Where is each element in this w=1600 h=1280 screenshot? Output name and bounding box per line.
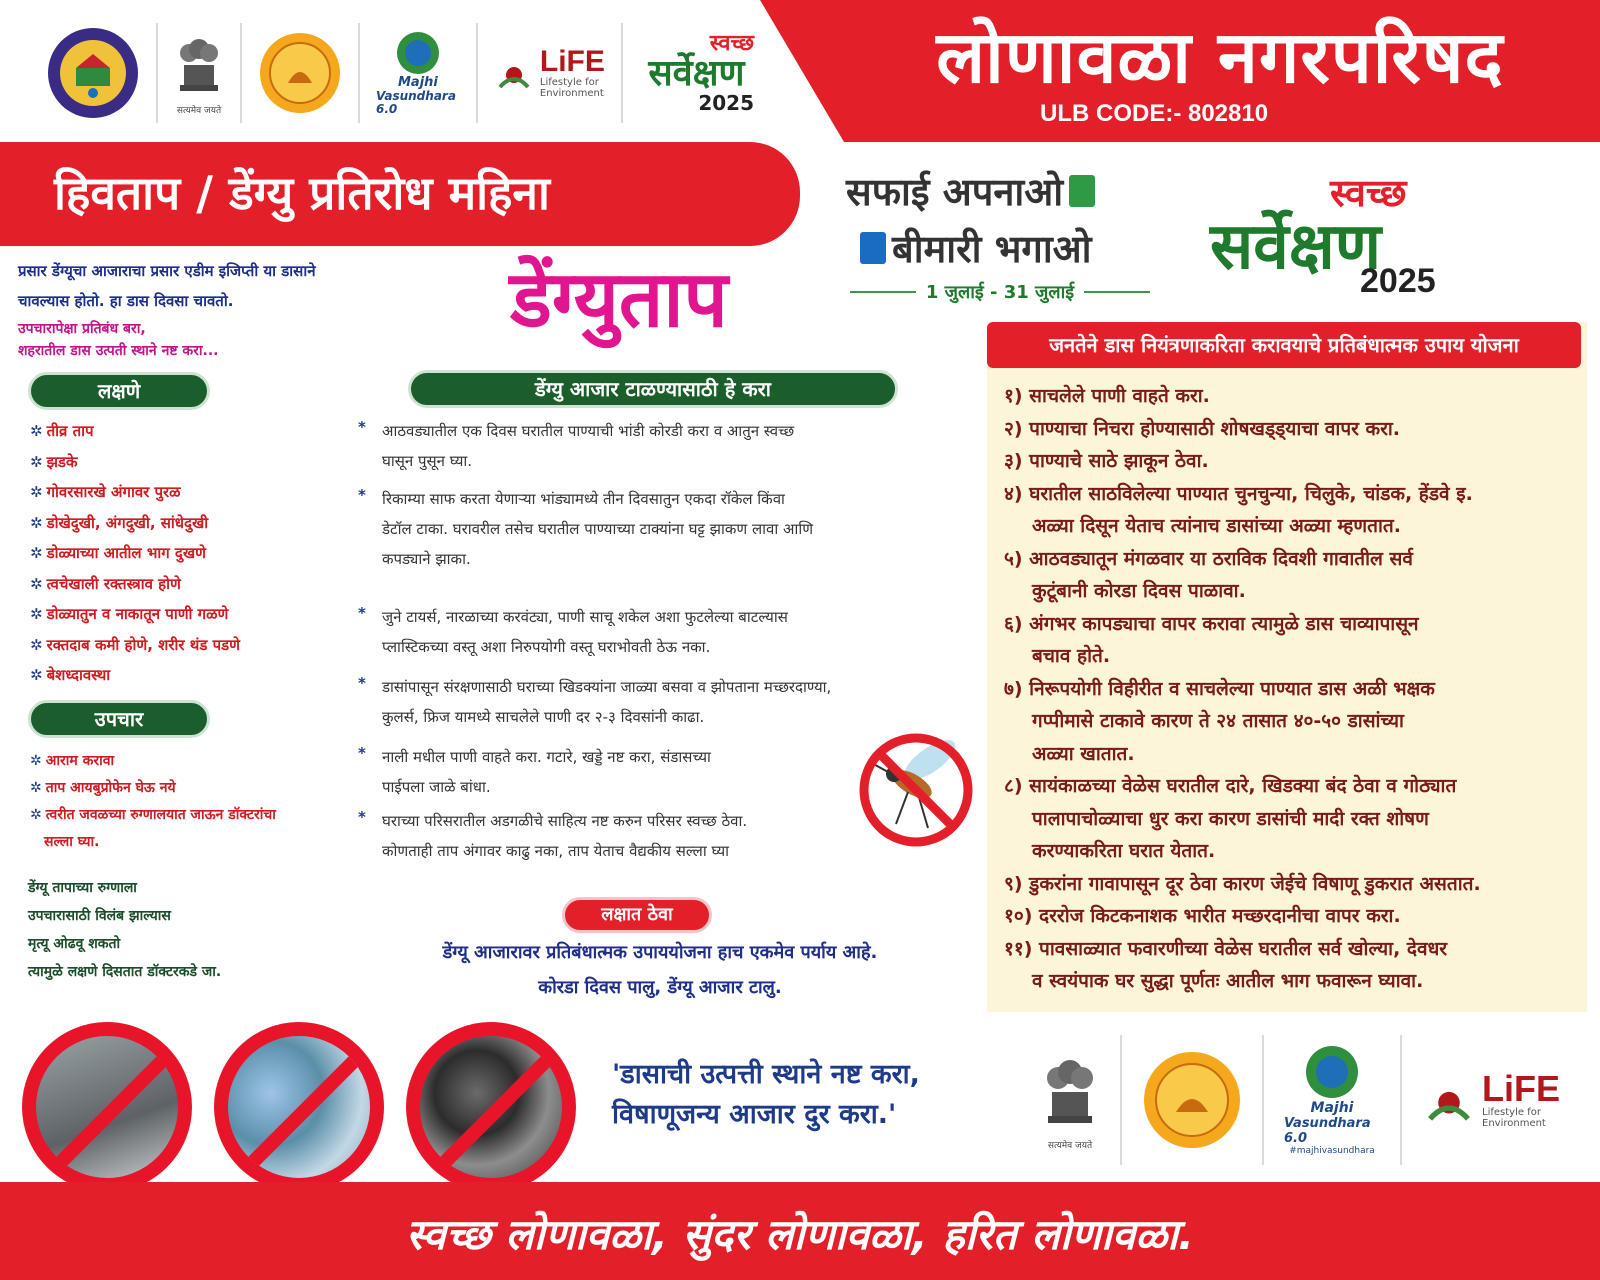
top-logo-row: [30, 18, 770, 128]
prevent-line2: शहरातील डास उत्पती स्थाने नष्ट करा...: [18, 343, 219, 359]
do-heading: डेंग्यु आजार टाळण्यासाठी हे करा: [408, 370, 898, 408]
list-item: ✲ डोळ्याच्या आतील भाग दुखणे: [30, 544, 207, 562]
life-logo: [1402, 1035, 1580, 1165]
asterisk-icon: *: [358, 418, 366, 436]
asterisk-icon: ✲: [30, 753, 42, 769]
late-line: त्यामुळे लक्षणे दिसतात डॉक्टरकडे जा.: [28, 964, 222, 980]
list-item: ✲ आराम करावा: [30, 753, 115, 769]
divider: [1084, 291, 1150, 293]
asterisk-icon: ✲: [30, 574, 43, 593]
list-item: ✲ तीव्र ताप: [30, 422, 94, 440]
treatment-heading: उपचार: [28, 700, 210, 738]
life-sun-icon: [1422, 1073, 1476, 1127]
divider: [850, 291, 916, 293]
header-title: लोणावळा नगरपरिषद: [936, 15, 1504, 99]
asterisk-icon: ✲: [30, 483, 43, 501]
list-item: ✲ त्वचेखाली रक्तस्त्राव होणे: [30, 574, 181, 593]
prevent-line1: उपचारापेक्षा प्रतिबंध बरा,: [18, 321, 146, 337]
dengue-title: डेंग्युताप: [510, 255, 728, 345]
asterisk-icon: *: [358, 744, 366, 762]
list-item: * घराच्या परिसरातील अडगळीचे साहित्य नष्ट करुन परिसर स्वच्छ ठेवा. कोणताही ताप अंगावर काढु नका, ताप येताच वैद्यकीय सल्ला घ्या: [358, 806, 958, 866]
no-old-tyres-image: [406, 1022, 576, 1192]
slogan-line1: [846, 165, 1095, 217]
measures-heading: जनतेने डास नियंत्रणाकरिता करावयाचे प्रतिबंधात्मक उपाय योजना: [987, 322, 1581, 368]
list-item: ✲ गोवरसारखे अंगावर पुरळ: [30, 483, 181, 501]
list-item: ✲ ताप आयबुप्रोफेन घेऊ नये: [30, 780, 176, 796]
remember-line1: डेंग्यू आजारावर प्रतिबंधात्मक उपाययोजना हाच एकमेव पर्याय आहे.: [442, 942, 878, 963]
list-item: १०) दररोज किटकनाशक भारीत मच्छरदानीचा वापर करा.: [1004, 905, 1401, 927]
ss-big-mid: सर्वेक्षण: [1210, 210, 1382, 284]
vasundhara-title: Majhi: [398, 75, 438, 90]
list-item: * रिकाम्या साफ करता येणाऱ्या भांड्यामध्ये तीन दिवसातुन एकदा रॉकेल किंवा डेटॉल टाका. घरावरील तसेच घरातील पाण्याच्या टाक्यांना घट्ट झाकण लावा आणि कपड्याने झाका.: [358, 484, 958, 574]
ss-big-year: 2025: [1360, 262, 1436, 300]
vasundhara-version: Vasundhara 6.0: [1284, 1116, 1371, 1146]
asterisk-icon: ✲: [30, 635, 43, 654]
footer-slogan: स्वच्छ लोणावळा, सुंदर लोणावळा, हरित लोणावळा.: [406, 1210, 1194, 1259]
ulb-code: ULB CODE:- 802810: [1040, 100, 1269, 127]
symptoms-list: [30, 416, 360, 691]
life-logo: [478, 23, 623, 123]
late-treatment-warning: [28, 874, 358, 986]
green-bin-icon: [1069, 175, 1095, 207]
asterisk-icon: ✲: [30, 605, 43, 623]
prohibited-slash: [424, 1031, 575, 1182]
asterisk-icon: *: [358, 674, 366, 692]
campaign-dates-text: 1 जुलाई - 31 जुलाई: [925, 282, 1075, 303]
prohibited-slash: [232, 1031, 383, 1182]
no-plastic-bottles-image: [214, 1022, 384, 1192]
list-item: २) पाण्याचा निचरा होण्यासाठी शोषखड्ड्याचा वापर करा.: [1004, 417, 1401, 440]
month-title: हिवताप / डेंग्यु प्रतिरोध महिना: [54, 166, 550, 220]
list-item: * जुने टायर्स, नारळाच्या करवंट्या, पाणी साचू शकेल अशा फुटलेल्या बाटल्यास प्लास्टिकच्या वस्तू अशा निरुपयोगी वस्तू घराभोवती ठेऊ नका.: [358, 602, 958, 662]
majhi-vasundhara-logo: [360, 23, 478, 123]
treatment-list: [30, 748, 360, 856]
list-item: ✲ रक्तदाब कमी होणे, शरीर थंड पडणे: [30, 635, 240, 654]
list-item: १) साचलेले पाणी वाहते करा.: [1004, 385, 1210, 407]
campaign-dates: [850, 280, 1150, 304]
bottom-logo-row: [1020, 1030, 1580, 1170]
asterisk-icon: ✲: [30, 807, 42, 823]
ss-small-mid: सर्वेक्षण: [648, 53, 745, 94]
list-item: ३) पाण्याचे साठे झाकून ठेवा.: [1004, 450, 1209, 472]
list-item: ✲ डोखेदुखी, अंगदुखी, सांधेदुखी: [30, 513, 209, 532]
life-title: LiFE: [539, 45, 605, 78]
ss-small-top: स्वच्छ: [709, 31, 754, 56]
asterisk-icon: ✲: [30, 422, 43, 440]
remember-line2: कोरडा दिवस पालु, डेंग्यू आजार टालु.: [538, 977, 782, 998]
asterisk-icon: ✲: [30, 452, 43, 471]
national-emblem-logo: [158, 23, 242, 123]
life-sub2: Environment: [539, 88, 604, 99]
asterisk-icon: *: [358, 808, 366, 826]
slogan-line2-text: बीमारी भगाओ: [892, 227, 1092, 271]
municipal-council-logo: [30, 23, 158, 123]
life-sub1: Lifestyle for: [539, 77, 599, 88]
majhi-vasundhara-logo: [1264, 1035, 1402, 1165]
maharashtra-seal-logo: [242, 23, 360, 123]
list-item: ✲ डोळ्यातुन व नाकातून पाणी गळणे: [30, 605, 229, 623]
quote-line1: 'डासाची उत्पत्ती स्थाने नष्ट करा,: [612, 1059, 920, 1090]
vasundhara-title: Majhi: [1310, 1100, 1354, 1116]
list-item: सल्ला घ्या.: [44, 834, 100, 850]
list-item: ✲ झडके: [30, 452, 78, 471]
prohibited-slash: [40, 1031, 191, 1182]
vasundhara-version: Vasundhara 6.0: [376, 89, 456, 116]
list-item: ८) सायंकाळच्या वेळेस घरातील दारे, खिडक्या बंद ठेवा व गोठ्यात पालापाचोळ्याचा धुर करा कारण डासांची मादी रक्त शोषण करण्याकरिता घरात येतात.: [1004, 775, 1457, 862]
national-emblem-logo: [1020, 1035, 1122, 1165]
late-line: मृत्यू ओढवू शकतो: [28, 936, 121, 952]
life-sun-icon: [494, 53, 534, 93]
no-water-buckets-image: [22, 1022, 192, 1192]
list-item: ७) निरूपयोगी विहीरीत व साचलेल्या पाण्यात डास अळी भक्षक गप्पीमासे टाकावे कारण ते २४ तासात ४०-५० डासांच्या अळ्या खातात.: [1004, 677, 1435, 765]
late-line: उपचारासाठी विलंब झाल्यास: [28, 908, 171, 924]
emblem-caption: सत्यमेव जयते: [1047, 1140, 1093, 1151]
ss-small-year: 2025: [698, 91, 754, 115]
blue-bin-icon: [860, 232, 886, 264]
emblem-caption: सत्यमेव जयते: [176, 105, 222, 116]
list-item: ✲ त्वरीत जवळच्या रुग्णालयात जाऊन डॉक्टरांचा: [30, 807, 276, 823]
slogan-line1-text: सफाई अपनाओ: [846, 170, 1064, 214]
asterisk-icon: ✲: [30, 666, 43, 684]
vasundhara-hashtag: #majhivasundhara: [1289, 1146, 1375, 1156]
list-item: ९) डुकरांना गावापासून दूर ठेवा कारण जेईचे विषाणू डुकरात असतात.: [1004, 872, 1481, 895]
asterisk-icon: ✲: [30, 513, 43, 532]
intro-line2: चावल्यास होतो. हा डास दिवसा चावतो.: [18, 292, 234, 310]
maharashtra-seal-logo: [1122, 1035, 1264, 1165]
list-item: ✲ बेशध्दावस्था: [30, 666, 111, 684]
list-item: ५) आठवड्यातून मंगळवार या ठराविक दिवशी गावातील सर्व कुटूंबानी कोरडा दिवस पाळावा.: [1004, 547, 1413, 602]
asterisk-icon: ✲: [30, 544, 43, 562]
swachh-survekshan-small-logo: [623, 23, 770, 123]
asterisk-icon: *: [358, 486, 366, 504]
life-sub2: Environment: [1482, 1118, 1546, 1129]
prevention-text: [18, 318, 398, 362]
intro-text: [18, 256, 398, 316]
no-mosquito-icon: [852, 720, 982, 850]
remember-heading: लक्षात ठेवा: [562, 897, 712, 933]
list-item: ४) घरातील साठविलेल्या पाण्यात चुनचुन्या, चिलुके, चांडक, हेंडवे इ. अळ्या दिसून येताच त्यांनाच डासांच्या अळ्या म्हणतात.: [1004, 482, 1473, 537]
ss-big-top: स्वच्छ: [1330, 171, 1407, 215]
list-item: ६) अंगभर कापड्याचा वापर करावा त्यामुळे डास चाव्यापासून बचाव होते.: [1004, 612, 1419, 667]
quote-line2: विषाणूजन्य आजार दुर करा.': [612, 1099, 897, 1130]
life-sub1: Lifestyle for: [1482, 1107, 1541, 1118]
measures-list: [1004, 380, 1579, 998]
late-line: डेंग्यू तापाच्या रुग्णाला: [28, 880, 137, 896]
asterisk-icon: ✲: [30, 780, 42, 796]
asterisk-icon: *: [358, 604, 366, 622]
list-item: * डासांपासून संरक्षणासाठी घराच्या खिडक्यांना जाळ्या बसवा व झोपताना मच्छरदाण्या, कुलर्स, फ्रिज यामध्ये साचलेले पाणी दर २-३ दिवसांनी काढा.: [358, 672, 958, 732]
quote: [612, 1055, 1012, 1135]
symptoms-heading: लक्षणे: [28, 372, 210, 410]
slogan-line2: [860, 222, 1092, 274]
list-item: * आठवड्यातील एक दिवस घरातील पाण्याची भांडी कोरडी करा व आतुन स्वच्छ घासून पुसून घ्या.: [358, 416, 958, 476]
life-title: LiFE: [1482, 1068, 1560, 1109]
list-item: ११) पावसाळ्यात फवारणीच्या वेळेस घरातील सर्व खोल्या, देवधर व स्वयंपाक घर सुद्धा पूर्णतः आतील भाग फवारून घ्यावा.: [1004, 937, 1448, 992]
intro-line1: प्रसार डेंग्यूचा आजाराचा प्रसार एडीम इजिप्ती या डासाने: [18, 262, 316, 280]
list-item: * नाली मधील पाणी वाहते करा. गटारे, खड्डे नष्ट करा, संडासच्या पाईपला जाळे बांधा.: [358, 742, 958, 802]
